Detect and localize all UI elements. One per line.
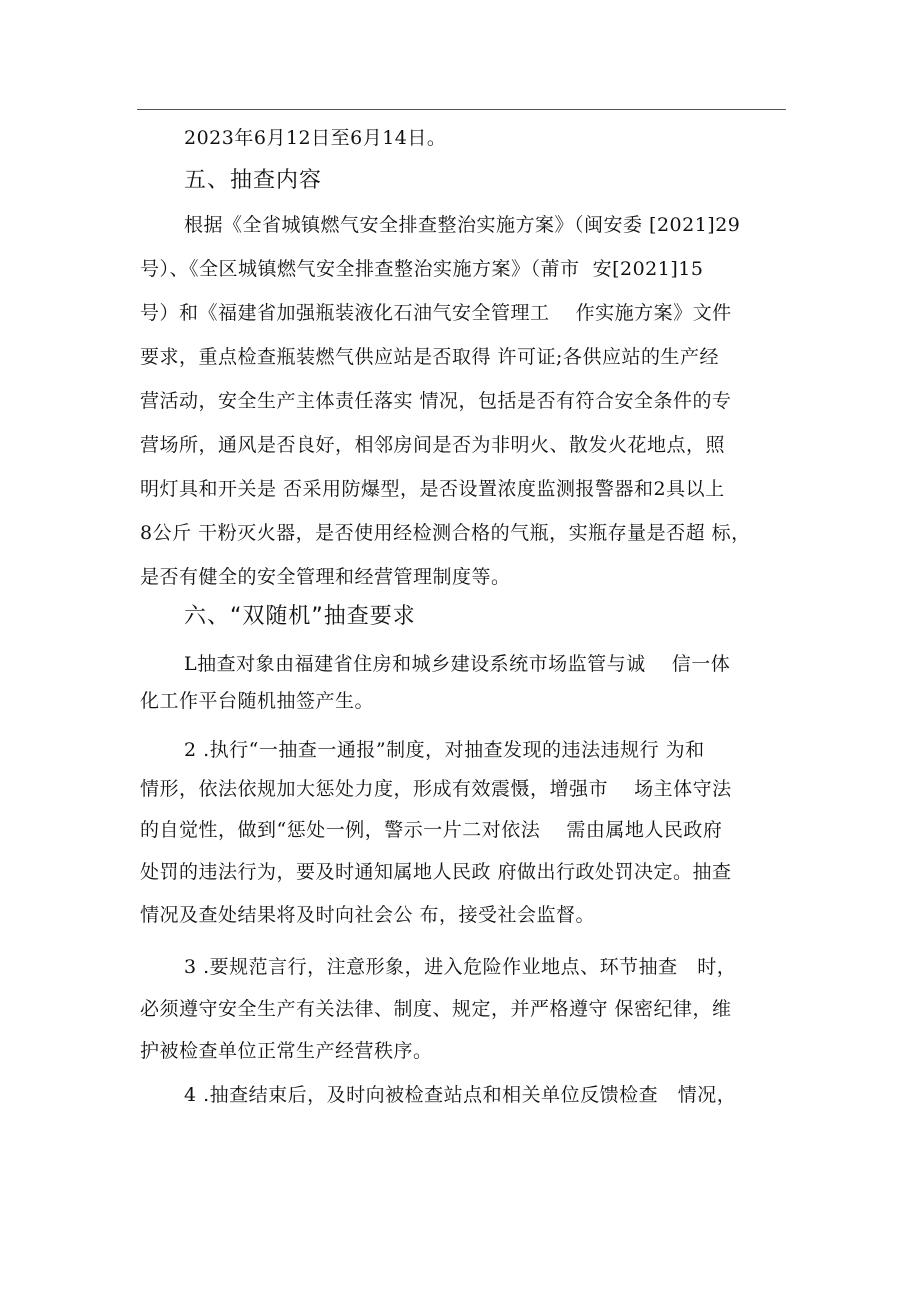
- item-4-line: 4 .抽查结束后，及时向被检查站点和相关单位反馈检查 情况，: [184, 1084, 737, 1106]
- date-line: 2023年6月12日至6月14日。: [184, 127, 447, 149]
- section-5-line: 8公斤 干粉灭火器，是否使用经检测合格的气瓶，实瓶存量是否超 标，: [140, 522, 751, 544]
- item-2-line: 情况及查处结果将及时向社会公 布，接受社会监督。: [140, 904, 596, 926]
- section-5-line: 营场所，通风是否良好，相邻房间是否为非明火、散发火花地点，照: [140, 434, 726, 456]
- item-1-line: 化工作平台随机抽签产生。: [140, 690, 375, 712]
- section-5-line: 明灯具和开关是 否采用防爆型，是否设置浓度监测报警器和2具以上: [140, 478, 725, 500]
- item-2-line: 处罚的违法行为，要及时通知属地人民政 府做出行政处罚决定。抽查: [140, 861, 732, 883]
- header-rule: [137, 109, 786, 110]
- section-6-heading: 六、“双随机”抽查要求: [184, 604, 416, 629]
- section-5-heading: 五、抽查内容: [184, 168, 323, 193]
- item-3-line: 3 .要规范言行，注意形象，进入危险作业地点、环节抽查 时，: [184, 956, 737, 978]
- item-1-line: L抽查对象由福建省住房和城乡建设系统市场监管与诚 信一体: [184, 653, 731, 675]
- section-5-line: 号）、《全区城镇燃气安全排查整治实施方案》（莆市 安[2021]15: [140, 258, 704, 280]
- item-2-line: 2 .执行“一抽查一通报”制度，对抽查发现的违法违规行 为和: [184, 739, 705, 761]
- section-5-line: 要求，重点检查瓶装燃气供应站是否取得 许可证;各供应站的生产经: [140, 346, 719, 368]
- item-3-line: 护被检查单位正常生产经营秩序。: [140, 1040, 433, 1062]
- item-2-line: 的自觉性，做到“惩处一例，警示一片二对依法 需由属地人民政府: [140, 819, 723, 841]
- item-2-line: 情形，依法依规加大惩处力度，形成有效震慑，增强市 场主体守法: [140, 778, 732, 800]
- section-5-line: 号）和《福建省加强瓶装液化石油气安全管理工 作实施方案》文件: [140, 302, 732, 324]
- item-3-line: 必须遵守安全生产有关法律、制度、规定，并严格遵守 保密纪律，维: [140, 998, 732, 1020]
- section-5-line: 根据《全省城镇燃气安全排查整治实施方案》（闽安委 [2021]29: [184, 214, 741, 236]
- section-5-line: 营活动，安全生产主体责任落实 情况，包括是否有符合安全条件的专: [140, 390, 732, 412]
- section-5-line: 是否有健全的安全管理和经营管理制度等。: [140, 566, 511, 588]
